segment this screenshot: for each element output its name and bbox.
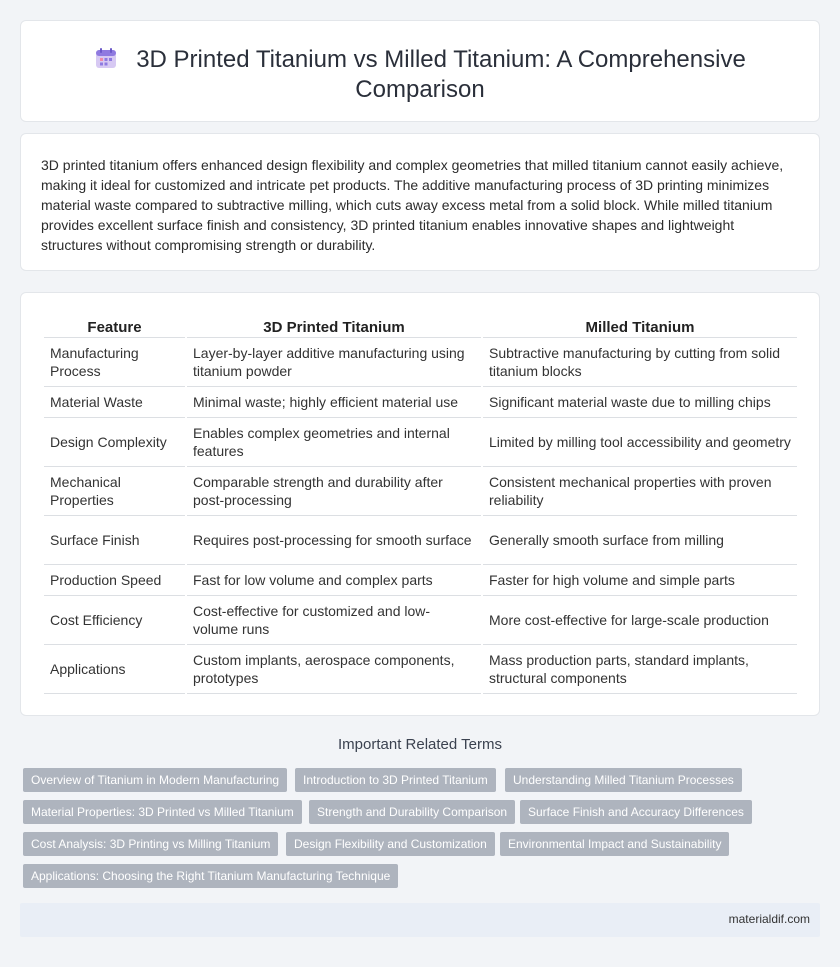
related-tag[interactable]: Strength and Durability Comparison <box>309 800 515 824</box>
related-tag[interactable]: Design Flexibility and Customization <box>286 832 495 856</box>
milled-cell: Subtractive manufacturing by cutting from solid titanium blocks <box>483 338 797 387</box>
table-row <box>44 645 797 694</box>
milled-cell: Consistent mechanical properties with proven reliability <box>483 467 797 516</box>
feature-cell: Mechanical Properties <box>44 467 185 516</box>
printed-cell: Custom implants, aerospace components, prototypes <box>187 645 481 694</box>
table-row <box>44 338 797 387</box>
header <box>21 45 819 105</box>
printed-cell: Cost-effective for customized and low-volume runs <box>187 596 481 645</box>
printed-cell: Minimal waste; highly efficient material use <box>187 387 481 418</box>
header-feature: Feature <box>44 318 185 338</box>
related-tag[interactable]: Environmental Impact and Sustainability <box>500 832 729 856</box>
comparison-table <box>42 318 799 694</box>
related-tag[interactable]: Overview of Titanium in Modern Manufacturing <box>23 768 287 792</box>
table-row <box>44 467 797 516</box>
related-tag[interactable]: Surface Finish and Accuracy Differences <box>520 800 752 824</box>
table-row <box>44 387 797 418</box>
related-tag[interactable]: Introduction to 3D Printed Titanium <box>295 768 496 792</box>
printed-cell: Enables complex geometries and internal features <box>187 418 481 467</box>
page-title-text: 3D Printed Titanium vs Milled Titanium: A Comprehensive Comparison <box>136 46 746 103</box>
header-milled: Milled Titanium <box>483 318 797 338</box>
milled-cell: Limited by milling tool accessibility and geometry <box>483 418 797 467</box>
milled-cell: Mass production parts, standard implants, structural components <box>483 645 797 694</box>
table-row <box>44 418 797 467</box>
calendar-icon <box>94 46 118 70</box>
printed-cell: Requires post-processing for smooth surface <box>187 516 481 565</box>
milled-cell: Generally smooth surface from milling <box>483 516 797 565</box>
printed-cell: Comparable strength and durability after post-processing <box>187 467 481 516</box>
related-tag[interactable]: Applications: Choosing the Right Titanium Manufacturing Technique <box>23 864 398 888</box>
feature-cell: Material Waste <box>44 387 185 418</box>
printed-cell: Fast for low volume and complex parts <box>187 565 481 596</box>
table-row <box>44 565 797 596</box>
related-tag[interactable]: Understanding Milled Titanium Processes <box>505 768 742 792</box>
table-header-row <box>44 318 797 338</box>
feature-cell: Manufacturing Process <box>44 338 185 387</box>
milled-cell: Faster for high volume and simple parts <box>483 565 797 596</box>
printed-cell: Layer-by-layer additive manufacturing using titanium powder <box>187 338 481 387</box>
related-tag[interactable]: Cost Analysis: 3D Printing vs Milling Titanium <box>23 832 278 856</box>
footer <box>20 903 820 937</box>
comparison-card <box>20 292 820 716</box>
feature-cell: Production Speed <box>44 565 185 596</box>
header-card <box>20 20 820 122</box>
header-3d-printed: 3D Printed Titanium <box>187 318 481 338</box>
table-row <box>44 596 797 645</box>
related-terms-title: Important Related Terms <box>338 736 502 753</box>
intro-card <box>20 133 820 271</box>
footer-site-link[interactable]: materialdif.com <box>728 912 810 926</box>
table-row <box>44 516 797 565</box>
related-tag[interactable]: Material Properties: 3D Printed vs Milled Titanium <box>23 800 302 824</box>
milled-cell: More cost-effective for large-scale production <box>483 596 797 645</box>
feature-cell: Surface Finish <box>44 516 185 565</box>
page-title <box>21 45 819 105</box>
feature-cell: Applications <box>44 645 185 694</box>
milled-cell: Significant material waste due to milling chips <box>483 387 797 418</box>
feature-cell: Design Complexity <box>44 418 185 467</box>
feature-cell: Cost Efficiency <box>44 596 185 645</box>
intro-paragraph: 3D printed titanium offers enhanced design flexibility and complex geometries that milled titanium cannot easily achieve, making it ideal for customized and intricate pet products. The additive manufacturing process of 3D printing minimizes material waste compared to subtractive milling, which cuts away excess metal from a solid block. While milled titanium provides excellent surface finish and consistency, 3D printed titanium enables innovative shapes and lightweight structures without compromising strength or durability. <box>41 157 784 253</box>
